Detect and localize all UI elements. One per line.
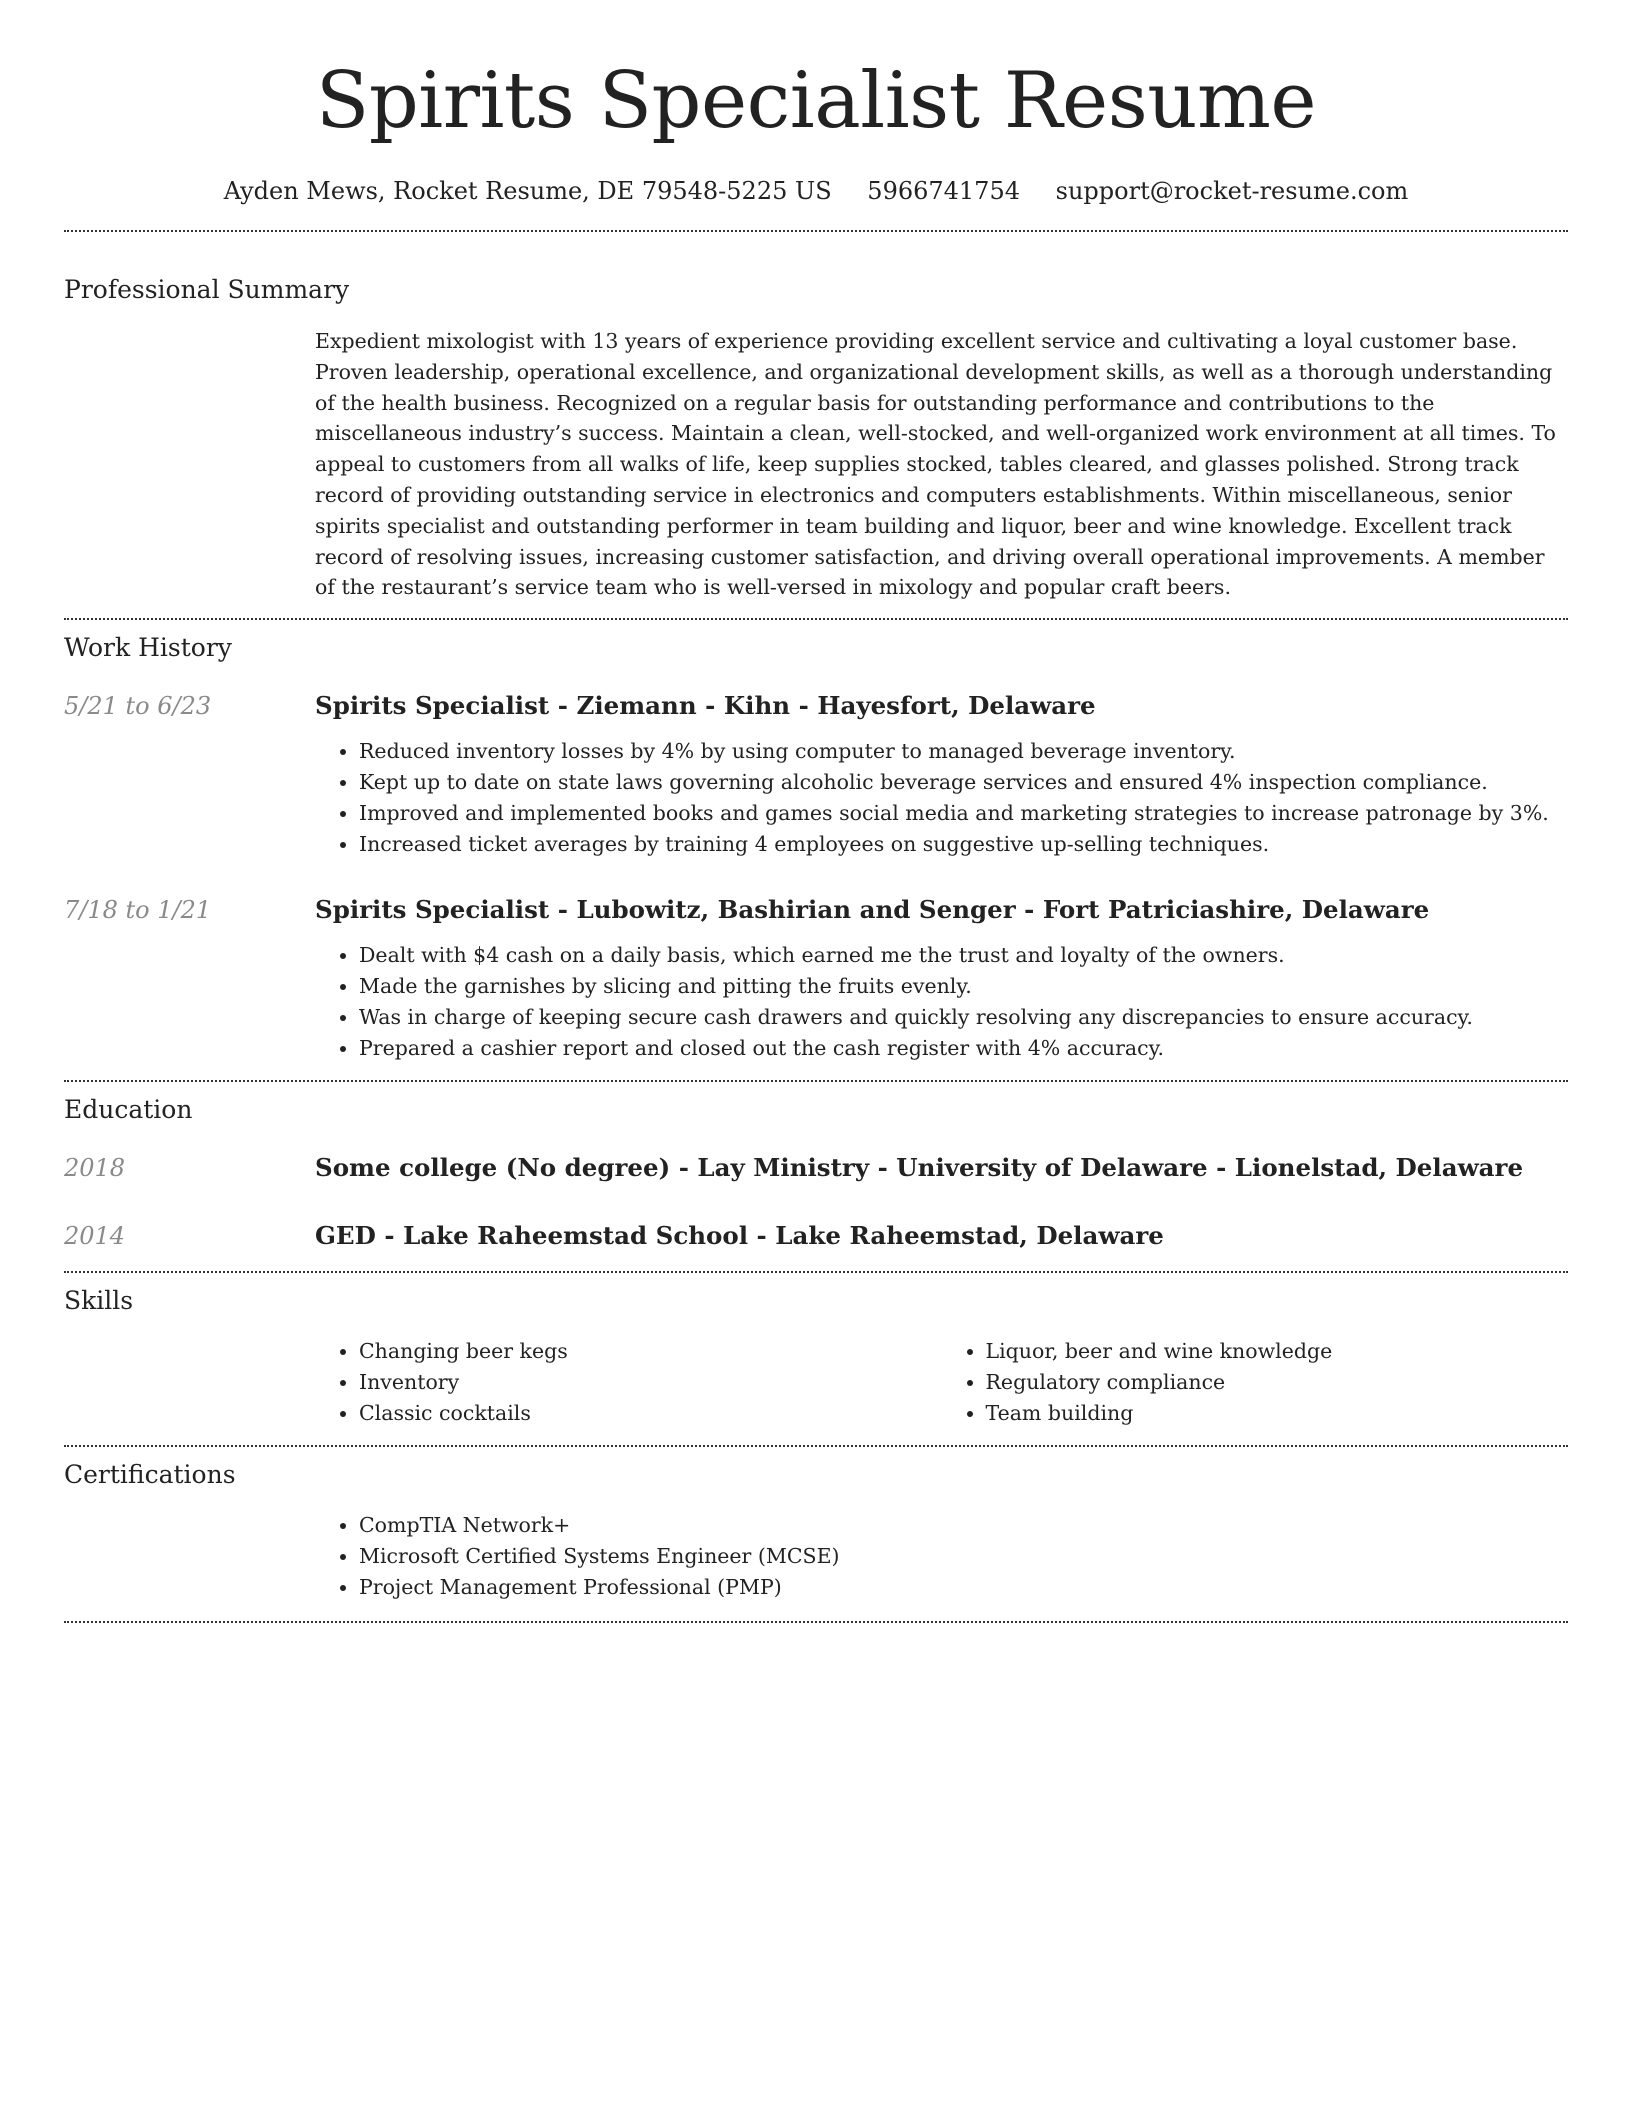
contact-email: support@rocket-resume.com: [1055, 177, 1409, 205]
job-bullets: [315, 940, 1568, 1064]
list-item: • Microsoft Certified Systems Engineer (MCSE): [359, 1541, 1568, 1572]
list-item: • Regulatory compliance: [986, 1367, 1569, 1398]
education-text: Some college (No degree) - Lay Ministry - University of Delaware - Lionelstad, Delaware: [315, 1153, 1524, 1183]
job-title: Spirits Specialist - Lubowitz, Bashirian and Senger - Fort Patriciashire, Delaware: [315, 895, 1430, 925]
education-heading: Education: [64, 1095, 193, 1125]
list-item: • Liquor, beer and wine knowledge: [986, 1336, 1569, 1367]
work-history-heading: Work History: [64, 633, 232, 663]
resume-title: Spirits Specialist Resume: [315, 56, 1317, 146]
job-title: Spirits Specialist - Ziemann - Kihn - Hayesfort, Delaware: [315, 691, 1096, 721]
list-item: • Changing beer kegs: [359, 1336, 942, 1367]
divider: [64, 1271, 1568, 1273]
certifications-spacer: [64, 1510, 315, 1603]
divider: [64, 1445, 1568, 1447]
list-item: • Project Management Professional (PMP): [359, 1572, 1568, 1603]
skills-spacer: [64, 1336, 315, 1429]
list-item: • Increased ticket averages by training 4 employees on suggestive up-selling techniques.: [359, 829, 1568, 860]
education-entry: [64, 1220, 1568, 1252]
list-item: • Improved and implemented books and games social media and marketing strategies to increase patronage by 3%.: [359, 798, 1568, 829]
skills-list-right: [942, 1336, 1569, 1429]
contact-phone: 5966741754: [867, 177, 1020, 205]
contact-line: [64, 176, 1568, 206]
summary-text: Expedient mixologist with 13 years of experience providing excellent service and cultivating a loyal customer base. Proven leadership, operational excellence, and organizational development skills, as well as a thorough understanding of the health business. Recognized on a regular basis for outstanding performance and contributions to the miscellaneous industry’s success. Maintain a clean, well-stocked, and well-organized work environment at all times. To appeal to customers from all walks of life, keep supplies stocked, tables cleared, and glasses polished. Strong track record of providing outstanding service in electronics and computers establishments. Within miscellaneous, senior spirits specialist and outstanding performer in team building and liquor, beer and wine knowledge. Excellent track record of resolving issues, increasing customer satisfaction, and driving overall operational improvements. A member of the restaurant’s service team who is well-versed in mixology and popular craft beers.: [315, 329, 1556, 600]
summary-spacer: [64, 326, 315, 603]
divider: [64, 1621, 1568, 1623]
resume-page: [64, 0, 1568, 1623]
job-entry: [64, 894, 1568, 1064]
list-item: • Was in charge of keeping secure cash drawers and quickly resolving any discrepancies to ensure accuracy.: [359, 1002, 1568, 1033]
education-text: GED - Lake Raheemstad School - Lake Raheemstad, Delaware: [315, 1221, 1164, 1251]
job-dates: 5/21 to 6/23: [64, 692, 212, 721]
list-item: • Made the garnishes by slicing and pitting the fruits evenly.: [359, 971, 1568, 1002]
skills-row: [64, 1336, 1568, 1429]
skills-list-left: [315, 1336, 942, 1429]
list-item: • Inventory: [359, 1367, 942, 1398]
certifications-row: [64, 1510, 1568, 1603]
education-entry: [64, 1152, 1568, 1184]
education-year: 2014: [64, 1222, 126, 1251]
list-item: • Team building: [986, 1398, 1569, 1429]
skills-heading: Skills: [64, 1286, 134, 1316]
summary-heading: Professional Summary: [64, 275, 350, 304]
list-item: • CompTIA Network+: [359, 1510, 1568, 1541]
summary-row: [64, 326, 1568, 603]
divider: [64, 618, 1568, 620]
job-entry: [64, 690, 1568, 860]
divider: [64, 230, 1568, 232]
job-bullets: [315, 736, 1568, 860]
list-item: • Classic cocktails: [359, 1398, 942, 1429]
certifications-heading: Certifications: [64, 1460, 236, 1490]
contact-address: Ayden Mews, Rocket Resume, DE 79548-5225 US: [223, 177, 832, 205]
education-year: 2018: [64, 1154, 126, 1183]
list-item: • Kept up to date on state laws governing alcoholic beverage services and ensured 4% inspection compliance.: [359, 767, 1568, 798]
job-dates: 7/18 to 1/21: [64, 896, 212, 925]
list-item: • Reduced inventory losses by 4% by using computer to managed beverage inventory.: [359, 736, 1568, 767]
list-item: • Dealt with $4 cash on a daily basis, which earned me the trust and loyalty of the owners.: [359, 940, 1568, 971]
divider: [64, 1080, 1568, 1082]
list-item: • Prepared a cashier report and closed out the cash register with 4% accuracy.: [359, 1033, 1568, 1064]
certifications-list: [315, 1510, 1568, 1603]
